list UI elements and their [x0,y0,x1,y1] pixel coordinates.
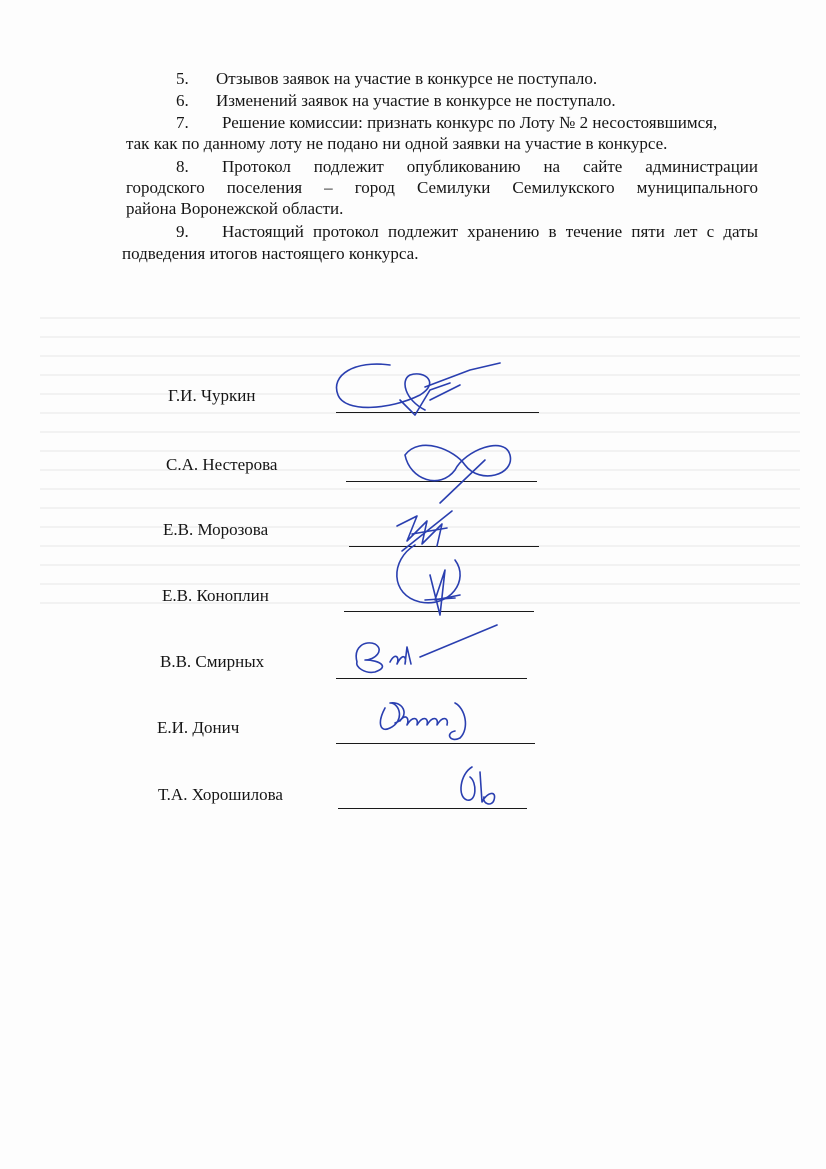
paragraph-7 [176,112,717,133]
signature-line [336,743,535,744]
signer-name: Е.И. Донич [157,718,240,737]
signer-name: С.А. Нестерова [166,455,278,474]
signature-line [336,678,527,679]
paragraph-text: подведения итогов настоящего конкурса. [122,244,419,263]
paragraph-7-line-2 [126,133,667,154]
paragraph-text: так как по данному лоту не подано ни одной заявки на участие в конкурсе. [126,134,668,153]
signature-scribble [345,622,500,677]
signature-scribble [385,540,475,620]
scan-show-through [40,300,800,1080]
signature-scribble [452,762,502,812]
paragraph-number: 6. [176,91,189,110]
paragraph-text: городского поселения – город Семилуки Семилукского муниципального [126,178,758,197]
paragraph-text: Решение комиссии: признать конкурс по Лоту № 2 несостоявшимся, [222,113,718,132]
paragraph-9 [176,221,758,242]
paragraph-8 [176,156,758,177]
signature-line [336,412,539,413]
signature-line [349,546,539,547]
signature-line [344,611,534,612]
signer-name: Т.А. Хорошилова [158,785,283,804]
paragraph-number: 9. [176,222,189,241]
signer-name: Е.В. Морозова [163,520,269,539]
paragraph-9-line-2 [122,243,418,264]
signature-scribble [375,693,485,748]
paragraph-8-line-3 [126,198,343,219]
paragraph-text: Изменений заявок на участие в конкурсе не поступало. [216,91,616,110]
signer-name: Г.И. Чуркин [168,386,256,405]
paragraph-text: района Воронежской области. [126,199,344,218]
paragraph-text: Протокол подлежит опубликованию на сайте администрации [222,157,758,176]
paragraph-text: Отзывов заявок на участие в конкурсе не поступало. [216,69,598,88]
paragraph-5 [176,68,597,89]
signature-line [346,481,537,482]
paragraph-number: 5. [176,69,189,88]
paragraph-text: Настоящий протокол подлежит хранению в течение пяти лет с даты [222,222,758,241]
signature-scribble [392,506,462,556]
paragraph-8-line-2 [126,177,758,198]
signature-line [338,808,527,809]
paragraph-6 [176,90,616,111]
paragraph-number: 8. [176,157,189,176]
signer-name: Е.В. Коноплин [162,586,269,605]
paragraph-number: 7. [176,113,189,132]
signature-scribble [395,435,525,505]
signer-name: В.В. Смирных [160,652,265,671]
signature-scribble [330,355,505,425]
